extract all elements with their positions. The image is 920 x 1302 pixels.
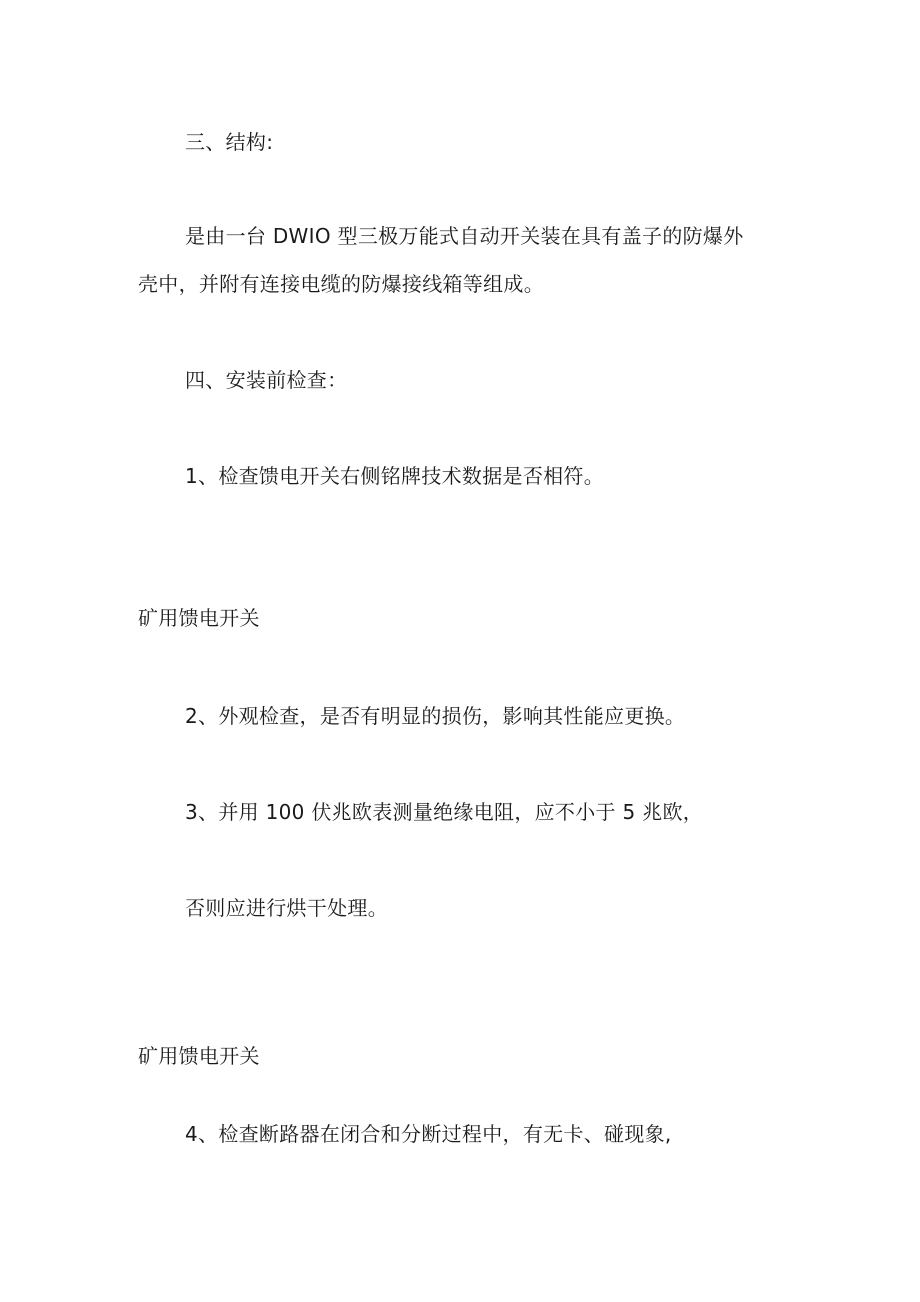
inspection-item-1: 1、检查馈电开关右侧铭牌技术数据是否相符。: [185, 464, 605, 488]
section-heading-structure: 三、结构:: [185, 130, 274, 154]
section-heading-inspection: 四、安装前检查：: [185, 368, 348, 392]
image-caption-1: 矿用馈电开关: [138, 606, 260, 630]
inspection-item-4: 4、检查断路器在闭合和分断过程中，有无卡、碰现象,: [185, 1122, 672, 1146]
inspection-item-2: 2、外观检查，是否有明显的损伤，影响其性能应更换。: [185, 704, 686, 728]
image-caption-2: 矿用馈电开关: [138, 1044, 260, 1068]
structure-paragraph-line-2: 壳中，并附有连接电缆的防爆接线箱等组成。: [138, 272, 544, 296]
structure-paragraph-line-1: 是由一台 DWIO 型三极万能式自动开关装在具有盖子的防爆外: [185, 224, 744, 248]
inspection-item-3-line-2: 否则应进行烘干处理。: [185, 896, 388, 920]
inspection-item-3-line-1: 3、并用 100 伏兆欧表测量绝缘电阻，应不小于 5 兆欧，: [185, 800, 704, 824]
